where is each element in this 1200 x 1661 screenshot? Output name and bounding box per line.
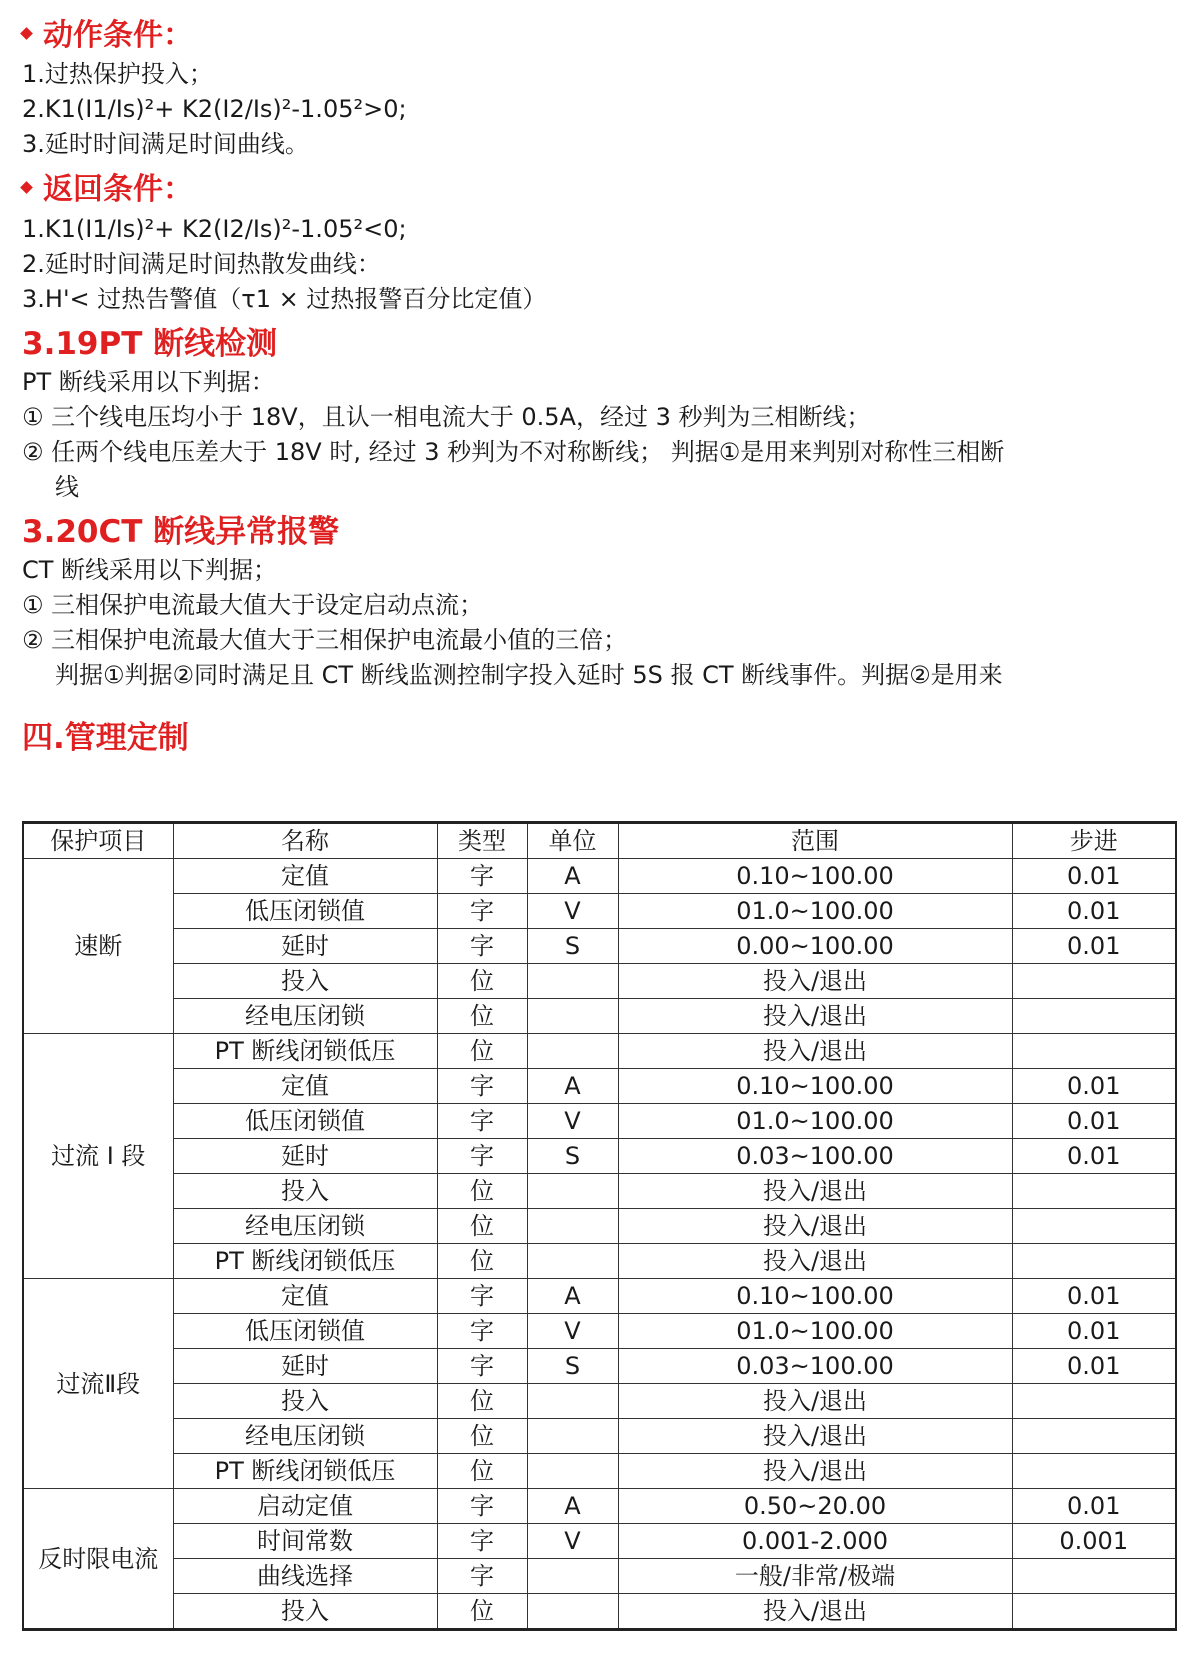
range-cell: 0.10~100.00 <box>618 1279 1012 1314</box>
table-row <box>23 1244 1176 1279</box>
type-cell: 位 <box>437 1034 527 1069</box>
step-cell <box>1012 1559 1176 1594</box>
name-cell: 启动定值 <box>173 1489 437 1524</box>
unit-cell <box>527 1209 618 1244</box>
diamond-bullet-icon <box>20 27 33 40</box>
range-cell: 投入/退出 <box>618 1594 1012 1630</box>
header-cell: 保护项目 <box>23 823 173 859</box>
header-cell: 步进 <box>1012 823 1176 859</box>
unit-cell: S <box>527 929 618 964</box>
table-row <box>23 999 1176 1034</box>
name-cell: PT 断线闭锁低压 <box>173 1244 437 1279</box>
name-cell: 投入 <box>173 964 437 999</box>
step-cell: 0.01 <box>1012 1104 1176 1139</box>
step-cell <box>1012 1419 1176 1454</box>
step-cell: 0.01 <box>1012 1489 1176 1524</box>
section-3-20-line: CT 断线采用以下判据； <box>22 556 278 584</box>
type-cell: 位 <box>437 1209 527 1244</box>
settings-table <box>22 821 1177 1631</box>
range-cell: 0.00~100.00 <box>618 929 1012 964</box>
name-cell: 投入 <box>173 1384 437 1419</box>
step-cell: 0.01 <box>1012 1139 1176 1174</box>
range-cell: 投入/退出 <box>618 1244 1012 1279</box>
name-cell: 投入 <box>173 1174 437 1209</box>
type-cell: 位 <box>437 999 527 1034</box>
diamond-bullet-icon <box>20 181 33 194</box>
range-cell: 0.10~100.00 <box>618 859 1012 894</box>
type-cell: 位 <box>437 1244 527 1279</box>
unit-cell: V <box>527 894 618 929</box>
range-cell: 01.0~100.00 <box>618 1104 1012 1139</box>
range-cell: 投入/退出 <box>618 1174 1012 1209</box>
table-row <box>23 1384 1176 1419</box>
range-cell: 投入/退出 <box>618 1384 1012 1419</box>
return-conditions-title: 返回条件： <box>43 172 193 207</box>
step-cell <box>1012 1244 1176 1279</box>
range-cell: 投入/退出 <box>618 1034 1012 1069</box>
action-conditions-heading <box>22 16 193 56</box>
type-cell: 位 <box>437 1419 527 1454</box>
table-row <box>23 1174 1176 1209</box>
range-cell: 一般/非常/极端 <box>618 1559 1012 1594</box>
table-row <box>23 1279 1176 1314</box>
type-cell: 位 <box>437 964 527 999</box>
table-row <box>23 1034 1176 1069</box>
unit-cell <box>527 1594 618 1630</box>
step-cell: 0.01 <box>1012 1279 1176 1314</box>
step-cell: 0.01 <box>1012 1069 1176 1104</box>
group-name-cell: 反时限电流 <box>23 1489 173 1630</box>
name-cell: 时间常数 <box>173 1524 437 1559</box>
range-cell: 01.0~100.00 <box>618 1314 1012 1349</box>
section-3-20-line: ① 三相保护电流最大值大于设定启动点流； <box>22 591 484 619</box>
step-cell: 0.001 <box>1012 1524 1176 1559</box>
return-condition-line: 3.H'< 过热告警值（τ1 × 过热报警百分比定值） <box>22 285 547 313</box>
step-cell <box>1012 1384 1176 1419</box>
step-cell: 0.01 <box>1012 1314 1176 1349</box>
range-cell: 0.50~20.00 <box>618 1489 1012 1524</box>
group-name-cell: 速断 <box>23 859 173 1034</box>
type-cell: 字 <box>437 1104 527 1139</box>
type-cell: 位 <box>437 1594 527 1630</box>
name-cell: 经电压闭锁 <box>173 1209 437 1244</box>
step-cell <box>1012 999 1176 1034</box>
table-row <box>23 859 1176 894</box>
unit-cell: V <box>527 1524 618 1559</box>
step-cell <box>1012 1454 1176 1489</box>
name-cell: 低压闭锁值 <box>173 1314 437 1349</box>
table-row <box>23 964 1176 999</box>
table-row <box>23 894 1176 929</box>
section-4-title: 四.管理定制 <box>22 720 189 756</box>
table-row <box>23 1069 1176 1104</box>
section-3-19-line: PT 断线采用以下判据： <box>22 368 275 396</box>
section-3-19-line: ② 任两个线电压差大于 18V 时, 经过 3 秒判为不对称断线； 判据①是用来判别对称性三相断 <box>22 438 1005 466</box>
type-cell: 位 <box>437 1454 527 1489</box>
name-cell: 定值 <box>173 1069 437 1104</box>
unit-cell: S <box>527 1139 618 1174</box>
name-cell: 定值 <box>173 1279 437 1314</box>
table-body <box>23 859 1176 1630</box>
name-cell: 经电压闭锁 <box>173 1419 437 1454</box>
header-cell: 单位 <box>527 823 618 859</box>
range-cell: 投入/退出 <box>618 1419 1012 1454</box>
table-row <box>23 1594 1176 1630</box>
return-condition-line: 1.K1(I1/Is)²+ K2(I2/Is)²-1.05²<0; <box>22 215 407 243</box>
return-conditions-heading <box>22 170 193 210</box>
range-cell: 投入/退出 <box>618 999 1012 1034</box>
step-cell <box>1012 1209 1176 1244</box>
action-condition-line: 2.K1(I1/Is)²+ K2(I2/Is)²-1.05²>0; <box>22 95 407 123</box>
step-cell: 0.01 <box>1012 1349 1176 1384</box>
name-cell: 投入 <box>173 1594 437 1630</box>
unit-cell: V <box>527 1314 618 1349</box>
table-row <box>23 1524 1176 1559</box>
name-cell: PT 断线闭锁低压 <box>173 1454 437 1489</box>
type-cell: 字 <box>437 1139 527 1174</box>
table-row <box>23 1314 1176 1349</box>
type-cell: 字 <box>437 894 527 929</box>
name-cell: 低压闭锁值 <box>173 1104 437 1139</box>
group-name-cell: 过流Ⅱ段 <box>23 1279 173 1489</box>
type-cell: 字 <box>437 1314 527 1349</box>
return-condition-line: 2.延时时间满足时间热散发曲线： <box>22 250 381 278</box>
type-cell: 字 <box>437 1489 527 1524</box>
range-cell: 投入/退出 <box>618 964 1012 999</box>
unit-cell: S <box>527 1349 618 1384</box>
name-cell: 延时 <box>173 1139 437 1174</box>
type-cell: 字 <box>437 929 527 964</box>
section-3-19-line: 线 <box>55 473 79 501</box>
unit-cell <box>527 1244 618 1279</box>
group-name-cell: 过流 I 段 <box>23 1034 173 1279</box>
unit-cell <box>527 1384 618 1419</box>
unit-cell <box>527 1419 618 1454</box>
step-cell: 0.01 <box>1012 929 1176 964</box>
table-header-row <box>23 823 1176 859</box>
section-3-20-line: ② 三相保护电流最大值大于三相保护电流最小值的三倍； <box>22 626 628 654</box>
table-row <box>23 1419 1176 1454</box>
type-cell: 字 <box>437 1279 527 1314</box>
unit-cell: A <box>527 859 618 894</box>
name-cell: PT 断线闭锁低压 <box>173 1034 437 1069</box>
section-3-20-line: 判据①判据②同时满足且 CT 断线监测控制字投入延时 5S 报 CT 断线事件。判据②是用来 <box>55 661 1003 689</box>
range-cell: 0.10~100.00 <box>618 1069 1012 1104</box>
step-cell <box>1012 1034 1176 1069</box>
type-cell: 位 <box>437 1174 527 1209</box>
action-conditions-title: 动作条件： <box>43 18 193 53</box>
unit-cell <box>527 999 618 1034</box>
range-cell: 0.001-2.000 <box>618 1524 1012 1559</box>
table-row <box>23 1209 1176 1244</box>
header-cell: 名称 <box>173 823 437 859</box>
unit-cell <box>527 964 618 999</box>
action-condition-line: 1.过热保护投入； <box>22 60 213 88</box>
name-cell: 定值 <box>173 859 437 894</box>
table-row <box>23 1139 1176 1174</box>
range-cell: 0.03~100.00 <box>618 1349 1012 1384</box>
step-cell <box>1012 1594 1176 1630</box>
table-row <box>23 1559 1176 1594</box>
header-cell: 类型 <box>437 823 527 859</box>
unit-cell: V <box>527 1104 618 1139</box>
type-cell: 位 <box>437 1384 527 1419</box>
unit-cell <box>527 1454 618 1489</box>
header-cell: 范围 <box>618 823 1012 859</box>
range-cell: 投入/退出 <box>618 1209 1012 1244</box>
unit-cell <box>527 1174 618 1209</box>
type-cell: 字 <box>437 1069 527 1104</box>
step-cell <box>1012 1174 1176 1209</box>
type-cell: 字 <box>437 1349 527 1384</box>
section-3-20-title: 3.20CT 断线异常报警 <box>22 514 340 550</box>
name-cell: 延时 <box>173 929 437 964</box>
name-cell: 曲线选择 <box>173 1559 437 1594</box>
unit-cell <box>527 1034 618 1069</box>
section-3-19-title: 3.19PT 断线检测 <box>22 326 278 362</box>
table-row <box>23 1349 1176 1384</box>
name-cell: 延时 <box>173 1349 437 1384</box>
type-cell: 字 <box>437 1559 527 1594</box>
table-row <box>23 1454 1176 1489</box>
range-cell: 0.03~100.00 <box>618 1139 1012 1174</box>
unit-cell <box>527 1559 618 1594</box>
type-cell: 字 <box>437 1524 527 1559</box>
table-row <box>23 1104 1176 1139</box>
unit-cell: A <box>527 1489 618 1524</box>
range-cell: 投入/退出 <box>618 1454 1012 1489</box>
step-cell <box>1012 964 1176 999</box>
step-cell: 0.01 <box>1012 859 1176 894</box>
range-cell: 01.0~100.00 <box>618 894 1012 929</box>
step-cell: 0.01 <box>1012 894 1176 929</box>
unit-cell: A <box>527 1069 618 1104</box>
section-3-19-line: ① 三个线电压均小于 18V，且认一相电流大于 0.5A，经过 3 秒判为三相断线； <box>22 403 871 431</box>
unit-cell: A <box>527 1279 618 1314</box>
type-cell: 字 <box>437 859 527 894</box>
action-condition-line: 3.延时时间满足时间曲线。 <box>22 130 309 158</box>
table-row <box>23 1489 1176 1524</box>
name-cell: 低压闭锁值 <box>173 894 437 929</box>
name-cell: 经电压闭锁 <box>173 999 437 1034</box>
table-row <box>23 929 1176 964</box>
